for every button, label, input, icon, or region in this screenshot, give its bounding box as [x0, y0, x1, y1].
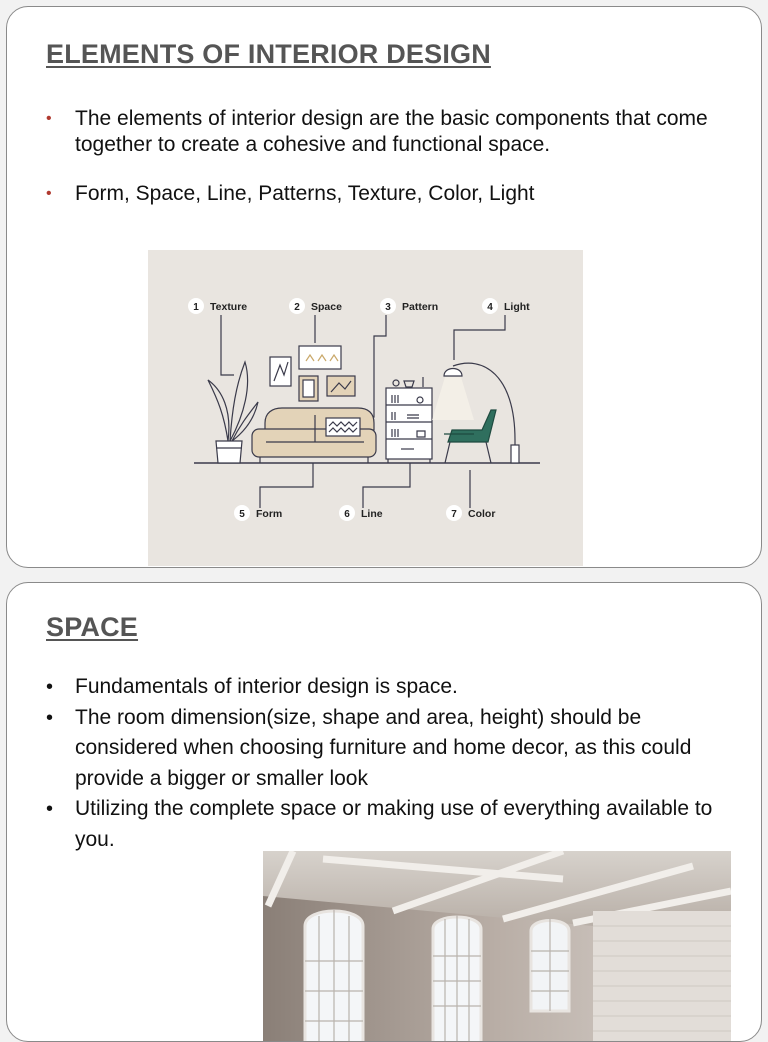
room-photo-svg	[263, 851, 731, 1042]
svg-text:6: 6	[344, 509, 350, 520]
svg-text:Pattern: Pattern	[402, 301, 439, 313]
bullet-text: Fundamentals of interior design is space.	[75, 675, 458, 698]
label-light	[482, 298, 530, 314]
window-middle	[433, 915, 481, 1042]
svg-text:4: 4	[487, 302, 493, 313]
svg-text:Line: Line	[361, 508, 383, 520]
bullet-dot-icon: •	[46, 798, 54, 820]
svg-text:5: 5	[239, 509, 245, 520]
svg-text:1: 1	[193, 302, 199, 313]
label-color	[446, 505, 495, 521]
interior-elements-illustration	[148, 250, 583, 566]
label-form	[234, 505, 282, 521]
bullet-list	[45, 672, 731, 855]
empty-room-photo	[263, 851, 731, 1042]
bullet-item	[45, 794, 731, 855]
bullet-list	[45, 106, 731, 231]
bullet-dot-icon: •	[46, 676, 54, 698]
bookshelf-icon	[386, 377, 432, 463]
bullet-dot-icon: •	[46, 110, 52, 127]
bullet-text: Utilizing the complete space or making use of everything available to you.	[75, 797, 713, 851]
bullet-item	[45, 106, 731, 157]
svg-text:3: 3	[385, 302, 391, 313]
svg-text:Space: Space	[311, 301, 342, 313]
sofa-icon	[252, 408, 376, 463]
label-space	[289, 298, 342, 314]
bullet-dot-icon: •	[46, 185, 52, 202]
bullet-text: Form, Space, Line, Patterns, Texture, Color, Light	[75, 182, 535, 205]
slide-title: ELEMENTS OF INTERIOR DESIGN	[46, 39, 491, 69]
bullet-dot-icon: •	[46, 706, 54, 729]
illustration-svg	[148, 250, 583, 566]
label-texture	[188, 298, 247, 314]
bullet-text: The elements of interior design are the basic components that come together to create a cohesive and functional space.	[75, 107, 708, 156]
slide-title: SPACE	[46, 612, 139, 642]
svg-text:2: 2	[294, 302, 300, 313]
brick-wall	[593, 911, 731, 1042]
svg-text:Light: Light	[504, 301, 530, 313]
svg-text:Form: Form	[256, 508, 283, 520]
bullet-item	[45, 672, 731, 703]
bullet-item	[45, 181, 731, 207]
slide-elements-of-interior-design	[6, 6, 762, 568]
svg-text:Color: Color	[468, 508, 496, 520]
bullet-item	[45, 703, 731, 795]
label-line	[339, 505, 383, 521]
label-pattern	[380, 298, 438, 314]
svg-text:7: 7	[451, 509, 457, 520]
window-left	[305, 909, 363, 1042]
svg-text:Texture: Texture	[210, 301, 248, 313]
window-right	[531, 919, 569, 1011]
slide-space	[6, 582, 762, 1042]
bullet-text: The room dimension(size, shape and area, height) should be considered when choosing furniture and home decor, as this could provide a bigger or smaller look	[75, 705, 692, 790]
